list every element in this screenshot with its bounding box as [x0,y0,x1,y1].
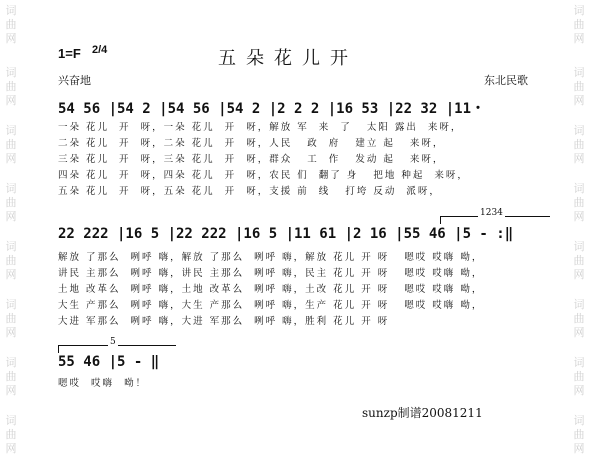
staff-2-ending-bracket-tick [440,216,441,224]
watermark-left-5: 词 曲 网 [5,240,17,281]
staff-1-lyrics-verse-3: 三朵 花儿 开 呀，三朵 花儿 开 呀，群众 工 作 发动 起 来呀， [58,154,445,165]
watermark-left-6: 词 曲 网 [5,298,17,339]
staff-2-lyrics-verse-1: 解放 了那么 咧呼 嗨，解放 了那么 咧呼 嗨，解放 花儿 开 呀 嗯哎 哎嗨 呦， [58,252,484,263]
staff-1-notes: 54 56 |54 2 |54 56 |54 2 |2 2 2 |16 53 |22 32 |11・ [58,101,486,117]
staff-1-lyrics-verse-1: 一朵 花儿 开 呀，一朵 花儿 开 呀，解放 军 来 了 太阳 露出 来呀， [58,122,463,133]
watermark-right-8: 词 曲 网 [573,414,585,455]
key-signature: 1=F [58,46,81,61]
staff-1-lyrics-verse-2: 二朵 花儿 开 呀，二朵 花儿 开 呀，人民 政 府 建立 起 来呀， [58,138,445,149]
watermark-right-4: 词 曲 网 [573,182,585,223]
transcriber-credit: sunzp制谱20081211 [362,406,483,420]
watermark-left-3: 词 曲 网 [5,124,17,165]
staff-1-lyrics-verse-5: 五朵 花儿 开 呀，五朵 花儿 开 呀，支援 前 线 打垮 反动 派呀， [58,186,441,197]
staff-3-lyrics: 嗯哎 哎嗨 呦！ [58,378,148,389]
staff-1-lyrics-verse-4: 四朵 花儿 开 呀，四朵 花儿 开 呀，农民 们 翻了 身 把地 种起 来呀， [58,170,469,181]
watermark-left-8: 词 曲 网 [5,414,17,455]
staff-3-ending-bracket-tick [58,345,59,353]
watermark-left-1: 词 曲 网 [5,4,17,45]
staff-2-notes: 22 222 |16 5 |22 222 |16 5 |11 61 |2 16 |55 46 |5 - :‖ [58,226,514,242]
staff-3-notes: 55 46 |5 - ‖ [58,354,160,370]
watermark-right-5: 词 曲 网 [573,240,585,281]
watermark-right-7: 词 曲 网 [573,356,585,397]
watermark-right-3: 词 曲 网 [573,124,585,165]
staff-2-lyrics-verse-4: 大生 产那么 咧呼 嗨，大生 产那么 咧呼 嗨，生产 花儿 开 呀 嗯哎 哎嗨 呦， [58,300,484,311]
time-signature: 2/4 [92,44,108,56]
tempo-marking: 兴奋地 [58,74,91,87]
watermark-left-2: 词 曲 网 [5,66,17,107]
staff-2-lyrics-verse-3: 土地 改革么 咧呼 嗨，土地 改革么 咧呼 嗨，土改 花儿 开 呀 嗯哎 哎嗨 呦， [58,284,484,295]
page-title: 五朵花儿开 [218,48,358,69]
watermark-right-6: 词 曲 网 [573,298,585,339]
watermark-right-2: 词 曲 网 [573,66,585,107]
watermark-right-1: 词 曲 网 [573,4,585,45]
watermark-left-7: 词 曲 网 [5,356,17,397]
staff-2-ending-label: 1234 [480,208,503,218]
staff-2-lyrics-verse-5: 大进 军那么 咧呼 嗨，大进 军那么 咧呼 嗨，胜利 花儿 开 呀 [58,316,390,327]
staff-2-lyrics-verse-2: 讲民 主那么 咧呼 嗨，讲民 主那么 咧呼 嗨，民主 花儿 开 呀 嗯哎 哎嗨 呦， [58,268,484,279]
watermark-left-4: 词 曲 网 [5,182,17,223]
song-origin: 东北民歌 [484,74,528,87]
staff-3-ending-label: 5 [110,337,116,347]
